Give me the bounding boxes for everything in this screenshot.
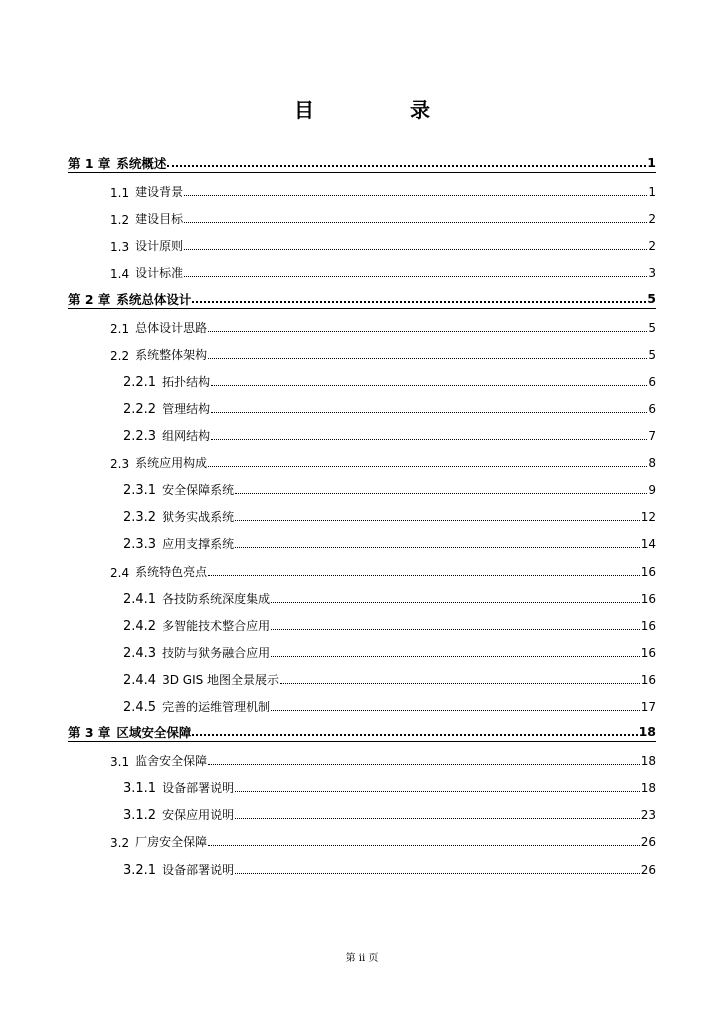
toc-entry-number: 1.2 xyxy=(110,213,130,228)
toc-entry-number: 3.1 xyxy=(110,755,130,770)
toc-entry[interactable] xyxy=(68,796,656,823)
toc-entry-number: 2.4 xyxy=(110,565,130,580)
toc-entry-page: 7 xyxy=(648,429,656,444)
toc-entry-number: 3.2 xyxy=(110,836,130,851)
toc-entry[interactable] xyxy=(68,254,656,281)
toc-entry-label: 技防与狱务融合应用 xyxy=(162,645,271,660)
dot-leader xyxy=(208,763,640,765)
dot-leader xyxy=(208,574,640,576)
toc-entry[interactable] xyxy=(68,607,656,634)
toc-entry-page: 5 xyxy=(647,290,656,306)
toc-entry-label: 设备部署说明 xyxy=(162,862,235,877)
toc-entry-page: 16 xyxy=(640,645,656,660)
dot-leader xyxy=(211,438,647,440)
dot-leader xyxy=(208,357,647,359)
dot-leader xyxy=(184,248,647,250)
toc-entry-page: 6 xyxy=(648,374,656,389)
toc-entry-label: 建设目标 xyxy=(135,212,184,227)
toc-entry-page: 5 xyxy=(648,320,656,335)
dot-leader xyxy=(235,546,640,548)
dot-leader xyxy=(184,194,647,196)
toc-entry-label: 狱务实战系统 xyxy=(162,510,235,525)
toc-entry[interactable] xyxy=(68,227,656,254)
toc-entry-label: 3D GIS 地图全景展示 xyxy=(162,672,280,687)
toc-entry-number: 2.4.1 xyxy=(123,591,157,607)
toc-entry-label: 完善的运维管理机制 xyxy=(162,699,271,714)
toc-entry[interactable] xyxy=(68,390,656,417)
toc-entry-label: 区域安全保障 xyxy=(116,725,192,741)
page-title: 目 录 xyxy=(294,98,468,122)
toc-entry-page: 26 xyxy=(640,862,656,877)
toc-entry-label: 建设背景 xyxy=(135,185,184,200)
toc-entry-label: 应用支撑系统 xyxy=(162,537,235,552)
toc-entry[interactable] xyxy=(68,661,656,688)
toc-entry-label: 系统特色亮点 xyxy=(135,564,208,579)
toc-entry-page: 26 xyxy=(640,835,656,850)
toc-entry-label: 管理结构 xyxy=(162,401,211,416)
toc-entry-label: 安保应用说明 xyxy=(162,808,235,823)
dot-leader xyxy=(235,492,647,494)
toc-entry-number: 2.2.3 xyxy=(123,429,157,445)
toc-entry[interactable] xyxy=(68,173,656,200)
toc-entry-label: 总体设计思路 xyxy=(135,320,208,335)
toc-entry-page: 2 xyxy=(648,212,656,227)
toc-entry-number: 2.1 xyxy=(110,321,130,336)
dot-leader xyxy=(271,628,640,630)
toc-entry-label: 多智能技术整合应用 xyxy=(162,618,271,633)
toc-entry-page: 2 xyxy=(648,239,656,254)
toc-entry-number: 2.2.1 xyxy=(123,374,157,390)
dot-leader xyxy=(280,682,640,684)
dot-leader xyxy=(184,221,647,223)
toc-entry[interactable] xyxy=(68,200,656,227)
toc-entry-label: 组网结构 xyxy=(162,429,211,444)
dot-leader xyxy=(208,330,647,332)
toc-entry-number: 第 3 章 xyxy=(68,725,111,741)
dot-leader xyxy=(235,790,640,792)
toc-entry-label: 拓扑结构 xyxy=(162,374,211,389)
toc-entry[interactable] xyxy=(68,742,656,769)
toc-entry[interactable] xyxy=(68,471,656,498)
toc-entry[interactable] xyxy=(68,309,656,336)
dot-leader xyxy=(271,655,640,657)
toc-entry-label: 系统应用构成 xyxy=(135,456,208,471)
dot-leader xyxy=(235,872,640,874)
toc-entry[interactable] xyxy=(68,769,656,796)
toc-entry-label: 设计原则 xyxy=(135,239,184,254)
toc-entry-label: 系统整体架构 xyxy=(135,347,208,362)
toc-entry-number: 2.2.2 xyxy=(123,401,157,417)
toc-entry-number: 3.2.1 xyxy=(123,862,157,878)
toc-entry[interactable] xyxy=(68,525,656,552)
dot-leader xyxy=(208,465,647,467)
toc-entry-page: 1 xyxy=(647,155,656,171)
toc-entry-label: 厂房安全保障 xyxy=(135,835,208,850)
toc-entry-page: 1 xyxy=(648,185,656,200)
table-of-contents xyxy=(68,146,656,878)
dot-leader xyxy=(208,844,640,846)
toc-entry[interactable] xyxy=(68,552,656,579)
toc-entry-number: 1.4 xyxy=(110,267,130,282)
toc-entry-label: 系统概述 xyxy=(116,156,167,172)
toc-entry[interactable] xyxy=(68,715,656,742)
toc-entry-number: 2.2 xyxy=(110,348,130,363)
toc-entry-page: 17 xyxy=(640,699,656,714)
dot-leader xyxy=(184,275,647,277)
toc-entry-page: 23 xyxy=(640,808,656,823)
toc-entry-label: 设计标准 xyxy=(135,266,184,281)
toc-entry[interactable] xyxy=(68,281,656,308)
toc-entry-number: 第 1 章 xyxy=(68,156,111,172)
dot-leader xyxy=(235,817,640,819)
toc-entry-label: 各技防系统深度集成 xyxy=(162,591,271,606)
toc-entry-number: 2.3.1 xyxy=(123,483,157,499)
toc-entry-label: 监舍安全保障 xyxy=(135,754,208,769)
toc-entry-page: 12 xyxy=(640,510,656,525)
toc-entry-page: 5 xyxy=(648,347,656,362)
toc-entry-page: 18 xyxy=(638,724,656,740)
toc-entry-number: 1.1 xyxy=(110,186,130,201)
toc-entry-page: 3 xyxy=(648,266,656,281)
page-footer: 第 ii 页 xyxy=(345,953,379,964)
toc-entry-number: 3.1.2 xyxy=(123,808,157,824)
toc-entry-number: 2.4.5 xyxy=(123,699,157,715)
dot-leader xyxy=(271,709,640,711)
toc-entry-number: 2.4.3 xyxy=(123,645,157,661)
dot-leader xyxy=(192,733,637,736)
toc-entry-number: 2.4.2 xyxy=(123,618,157,634)
toc-entry-page: 18 xyxy=(640,781,656,796)
dot-leader xyxy=(192,300,646,303)
toc-entry[interactable] xyxy=(68,850,656,877)
toc-entry[interactable] xyxy=(68,580,656,607)
toc-entry-number: 2.3 xyxy=(110,457,130,472)
toc-entry-label: 设备部署说明 xyxy=(162,781,235,796)
toc-entry-page: 9 xyxy=(648,483,656,498)
toc-entry-page: 6 xyxy=(648,401,656,416)
toc-entry[interactable] xyxy=(68,146,656,173)
dot-leader xyxy=(211,411,647,413)
toc-entry-number: 1.3 xyxy=(110,240,130,255)
toc-entry-number: 2.3.3 xyxy=(123,537,157,553)
toc-entry-number: 3.1.1 xyxy=(123,781,157,797)
dot-leader xyxy=(167,164,646,167)
dot-leader xyxy=(271,601,640,603)
toc-entry-page: 16 xyxy=(640,672,656,687)
toc-entry-number: 2.4.4 xyxy=(123,672,157,688)
toc-entry-page: 16 xyxy=(640,591,656,606)
toc-entry[interactable] xyxy=(68,336,656,363)
toc-entry[interactable] xyxy=(68,688,656,715)
toc-entry-page: 16 xyxy=(640,564,656,579)
toc-entry-page: 16 xyxy=(640,618,656,633)
dot-leader xyxy=(211,384,647,386)
toc-entry-page: 18 xyxy=(640,754,656,769)
toc-entry[interactable] xyxy=(68,634,656,661)
dot-leader xyxy=(235,519,640,521)
toc-entry[interactable] xyxy=(68,444,656,471)
toc-entry[interactable] xyxy=(68,417,656,444)
toc-entry-number: 2.3.2 xyxy=(123,510,157,526)
toc-entry-page: 14 xyxy=(640,537,656,552)
toc-entry-label: 安全保障系统 xyxy=(162,483,235,498)
toc-entry-page: 8 xyxy=(648,456,656,471)
toc-entry[interactable] xyxy=(68,498,656,525)
toc-entry[interactable] xyxy=(68,363,656,390)
toc-entry-number: 第 2 章 xyxy=(68,291,111,307)
toc-entry-label: 系统总体设计 xyxy=(116,291,192,307)
toc-entry[interactable] xyxy=(68,823,656,850)
